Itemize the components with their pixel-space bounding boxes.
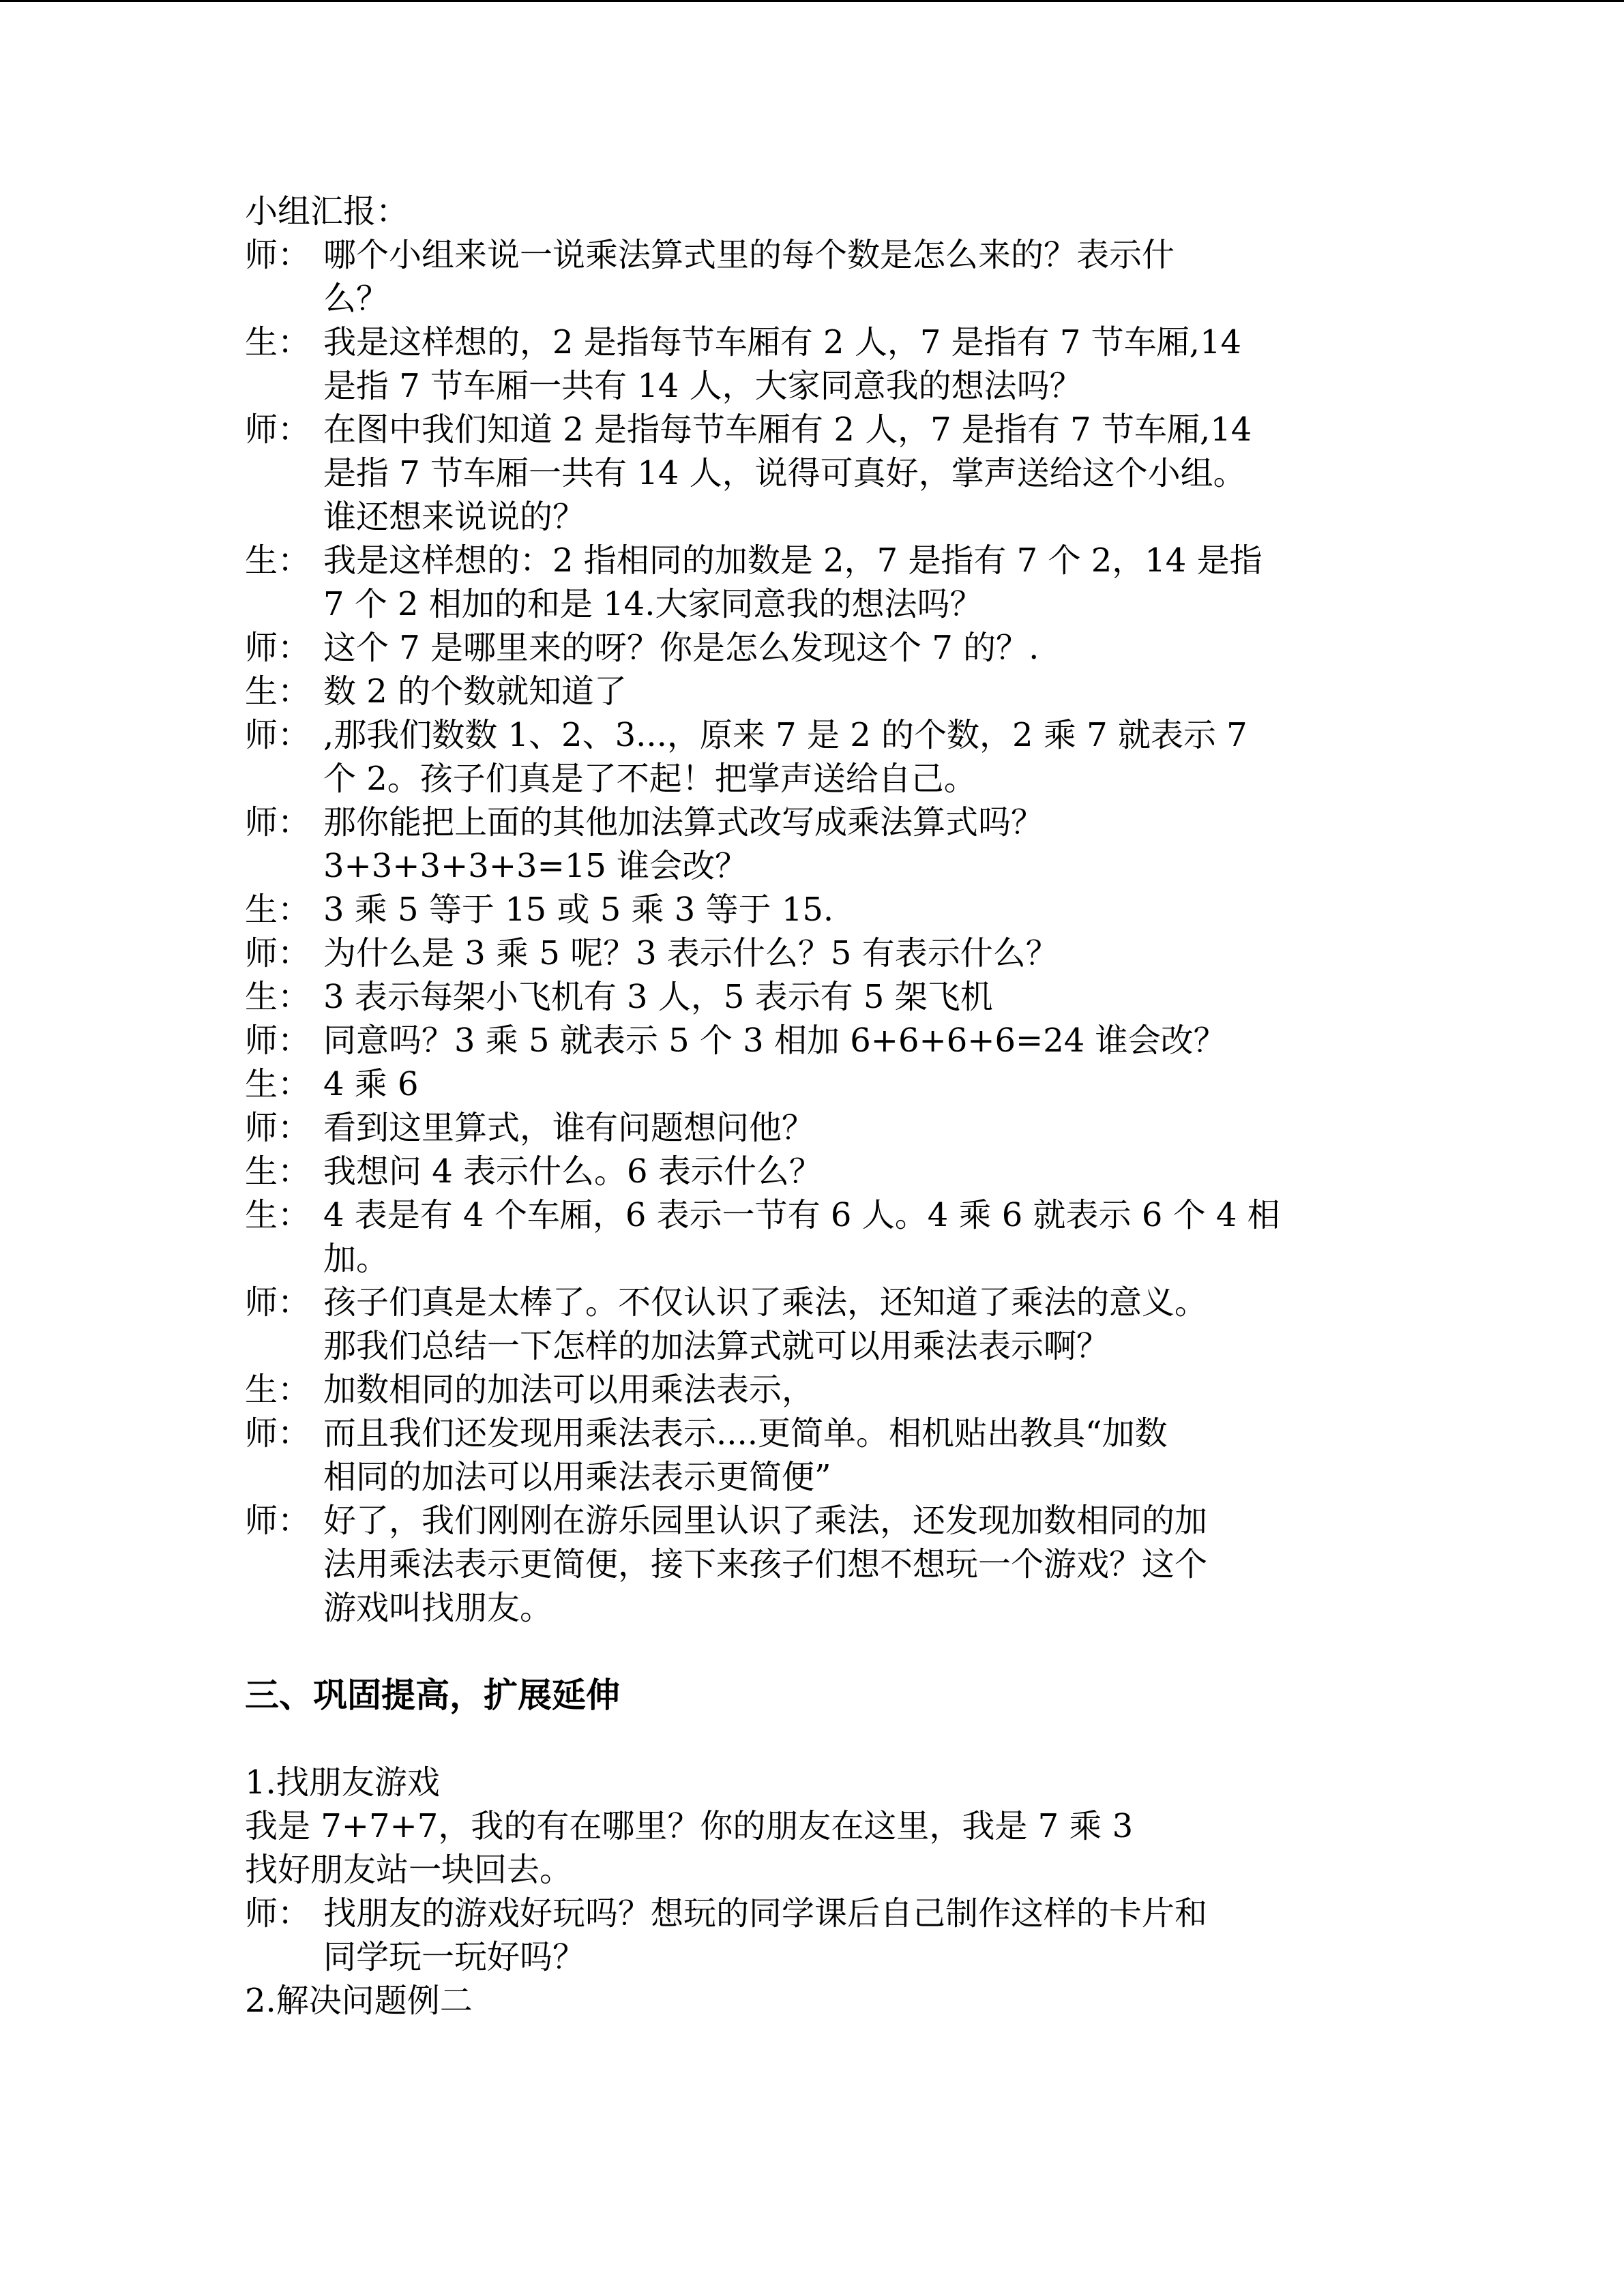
dialogue-line <box>245 713 1377 801</box>
speaker-label: 生： <box>245 323 311 361</box>
group-report-label: 小组汇报： <box>245 192 409 230</box>
dialogue-line <box>245 975 1377 1019</box>
dialogue-line <box>245 539 1377 626</box>
utterance-text: ,那我们数数 1、2、3...，原来 7 是 2 的个数，2 乘 7 就表示 7 个 2。孩子们真是了不起！把掌声送给自己。 <box>323 716 1247 798</box>
game-line: 找好朋友站一块回去。 <box>245 1851 573 1889</box>
utterance-text: 哪个小组来说一说乘法算式里的每个数是怎么来的？表示什 么？ <box>323 236 1175 318</box>
speaker-label: 师： <box>245 1894 311 1933</box>
utterance-text: 而且我们还发现用乘法表示....更简单。相机贴出教具“加数 相同的加法可以用乘法表示更简便” <box>323 1414 1168 1496</box>
utterance-text: 4 表是有 4 个车厢，6 表示一节有 6 人。4 乘 6 就表示 6 个 4 相 加。 <box>323 1196 1280 1278</box>
dialogue-line <box>245 1150 1377 1193</box>
speaker-label: 师： <box>245 1109 311 1147</box>
dialogue-line <box>245 1368 1377 1412</box>
speaker-label: 生： <box>245 891 311 929</box>
speaker-label: 师： <box>245 411 311 449</box>
utterance-text: 数 2 的个数就知道了 <box>323 672 628 711</box>
utterance-text: 找朋友的游戏好玩吗？想玩的同学课后自己制作这样的卡片和 同学玩一玩好吗？ <box>323 1894 1208 1976</box>
utterance-text: 加数相同的加法可以用乘法表示， <box>323 1371 815 1409</box>
utterance-text: 看到这里算式，谁有问题想问他？ <box>323 1109 815 1147</box>
utterance-text: 孩子们真是太棒了。不仅认识了乘法，还知道了乘法的意义。 那我们总结一下怎样的加法算式就可以用乘法表示啊？ <box>323 1283 1208 1365</box>
dialogue-line <box>245 408 1377 539</box>
dialogue-line <box>245 1019 1377 1062</box>
speaker-label: 师： <box>245 934 311 972</box>
problem-title: 2.解决问题例二 <box>245 1982 473 2020</box>
speaker-label: 师： <box>245 1283 311 1322</box>
dialogue-line <box>245 1193 1377 1281</box>
section-heading: 三、巩固提高，扩展延伸 <box>245 1675 620 1715</box>
dialogue-line <box>245 670 1377 713</box>
speaker-label: 生： <box>245 541 311 580</box>
speaker-label: 生： <box>245 1065 311 1103</box>
dialogue-line <box>245 320 1377 408</box>
dialogue-line <box>245 1412 1377 1499</box>
dialogue-line <box>245 1499 1377 1630</box>
utterance-text: 3 乘 5 等于 15 或 5 乘 3 等于 15. <box>323 891 834 929</box>
utterance-text: 我想问 4 表示什么。6 表示什么？ <box>323 1152 822 1191</box>
speaker-label: 师： <box>245 1502 311 1540</box>
document-page <box>245 190 1377 2023</box>
speaker-label: 生： <box>245 672 311 711</box>
dialogue-line <box>245 931 1377 975</box>
dialogue-line <box>245 233 1377 320</box>
game-line: 我是 7+7+7，我的有在哪里？你的朋友在这里，我是 7 乘 3 <box>245 1807 1134 1845</box>
speaker-label: 师： <box>245 716 311 754</box>
speaker-label: 师： <box>245 629 311 667</box>
dialogue-block-2 <box>245 1892 1377 1979</box>
utterance-text: 在图中我们知道 2 是指每节车厢有 2 人，7 是指有 7 节车厢,14 是指 7 节车厢一共有 14 人，说得可真好，掌声送给这个小组。 谁还想来说说的？ <box>323 411 1252 536</box>
game-title: 1.找朋友游戏 <box>245 1763 440 1802</box>
speaker-label: 师： <box>245 236 311 274</box>
speaker-label: 师： <box>245 1414 311 1452</box>
utterance-text: 4 乘 6 <box>323 1065 419 1103</box>
dialogue-line <box>245 801 1377 888</box>
dialogue-line <box>245 1281 1377 1368</box>
speaker-label: 生： <box>245 978 311 1016</box>
speaker-label: 师： <box>245 1022 311 1060</box>
dialogue-block-1 <box>245 233 1377 1630</box>
utterance-text: 这个 7 是哪里来的呀？你是怎么发现这个 7 的？. <box>323 629 1039 667</box>
utterance-text: 那你能把上面的其他加法算式改写成乘法算式吗？ 3+3+3+3+3=15 谁会改？ <box>323 803 1044 885</box>
speaker-label: 生： <box>245 1371 311 1409</box>
utterance-text: 同意吗？3 乘 5 就表示 5 个 3 相加 6+6+6+6=24 谁会改？ <box>323 1022 1226 1060</box>
utterance-text: 好了，我们刚刚在游乐园里认识了乘法，还发现加数相同的加 法用乘法表示更简便，接下来孩子们想不想玩一个游戏？这个 游戏叫找朋友。 <box>323 1502 1208 1627</box>
dialogue-line <box>245 626 1377 670</box>
utterance-text: 我是这样想的：2 指相同的加数是 2，7 是指有 7 个 2，14 是指 7 个 2 相加的和是 14.大家同意我的想法吗？ <box>323 541 1263 623</box>
dialogue-line <box>245 888 1377 931</box>
top-border-line <box>0 0 1624 2</box>
speaker-label: 生： <box>245 1196 311 1234</box>
dialogue-line <box>245 1106 1377 1150</box>
utterance-text: 为什么是 3 乘 5 呢？3 表示什么？5 有表示什么？ <box>323 934 1059 972</box>
utterance-text: 我是这样想的，2 是指每节车厢有 2 人，7 是指有 7 节车厢,14 是指 7 节车厢一共有 14 人，大家同意我的想法吗？ <box>323 323 1242 405</box>
speaker-label: 生： <box>245 1152 311 1191</box>
speaker-label: 师： <box>245 803 311 841</box>
dialogue-line <box>245 1892 1377 1979</box>
utterance-text: 3 表示每架小飞机有 3 人，5 表示有 5 架飞机 <box>323 978 993 1016</box>
dialogue-line <box>245 1062 1377 1106</box>
